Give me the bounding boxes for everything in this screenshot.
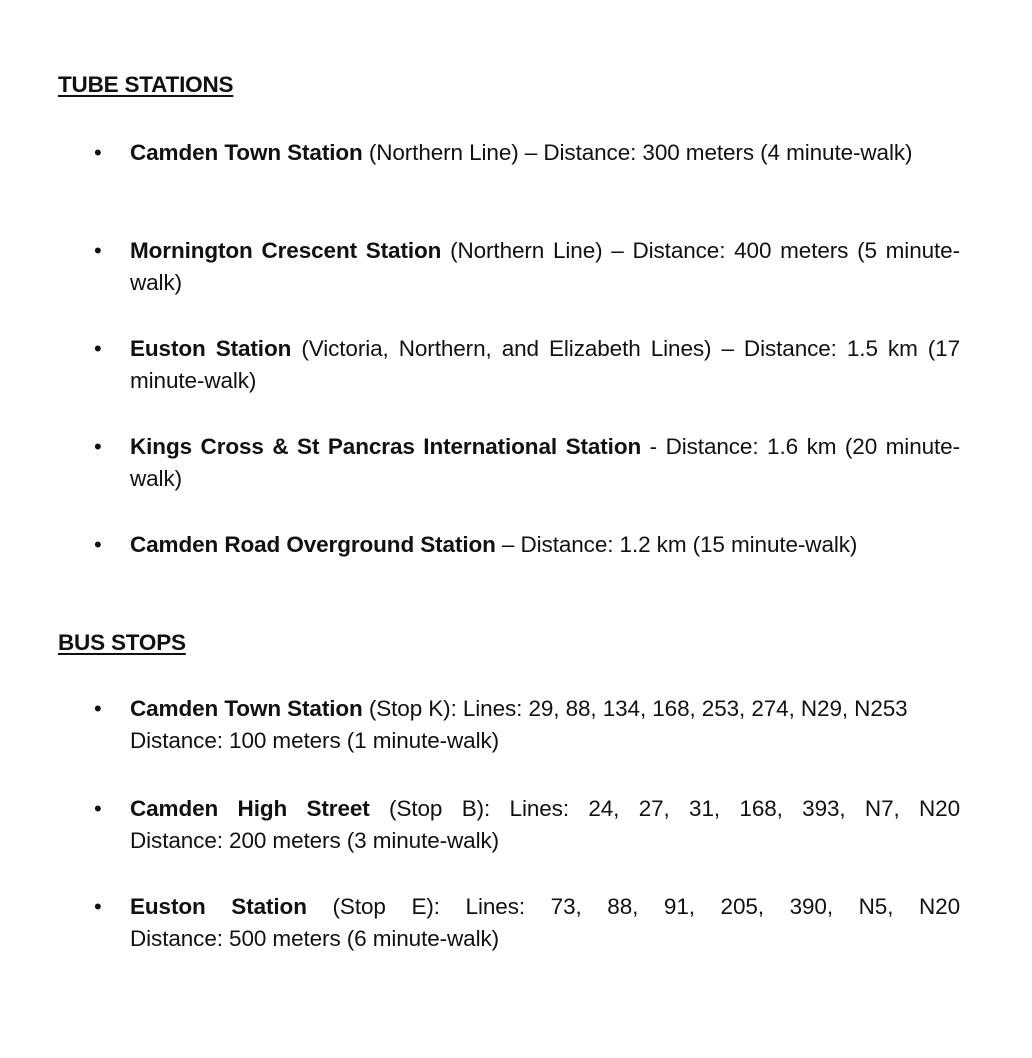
station-name: Kings Cross & St Pancras International Station	[130, 434, 642, 459]
bullet-icon: •	[94, 140, 102, 165]
stop-lines: (Stop E): Lines: 73, 88, 91, 205, 390, N5, N20	[306, 894, 961, 919]
list-item	[58, 693, 960, 757]
bullet-icon: •	[94, 336, 102, 361]
station-name: Camden Road Overground Station	[130, 532, 496, 557]
list-item	[58, 793, 960, 857]
tube-stations-heading: TUBE STATIONS	[58, 72, 234, 97]
station-name: Mornington Crescent Station	[130, 238, 442, 263]
bullet-icon: •	[94, 696, 102, 721]
list-item	[58, 529, 960, 561]
stop-lines: (Stop B): Lines: 24, 27, 31, 168, 393, N7, N20	[369, 796, 960, 821]
list-item	[58, 431, 960, 495]
bullet-icon: •	[94, 796, 102, 821]
station-detail: (Northern Line) – Distance: 300 meters (4 minute-walk)	[362, 140, 913, 165]
list-item	[58, 891, 960, 955]
station-detail: – Distance: 1.2 km (15 minute-walk)	[495, 532, 858, 557]
station-detail: - Distance: 1.6 km (20 minute-walk)	[130, 434, 960, 491]
stop-distance: Distance: 500 meters (6 minute-walk)	[130, 926, 500, 951]
stop-lines: (Stop K): Lines: 29, 88, 134, 168, 253, 274, N29, N253	[362, 696, 908, 721]
bullet-icon: •	[94, 434, 102, 459]
station-name: Euston Station	[130, 336, 292, 361]
list-item	[58, 333, 960, 397]
list-item	[58, 137, 960, 169]
bullet-icon: •	[94, 532, 102, 557]
stop-distance: Distance: 200 meters (3 minute-walk)	[130, 828, 500, 853]
stop-name: Camden High Street	[130, 796, 370, 821]
bus-stops-heading: BUS STOPS	[58, 630, 186, 655]
stop-distance: Distance: 100 meters (1 minute-walk)	[130, 728, 500, 753]
station-detail: (Victoria, Northern, and Elizabeth Lines) – Distance: 1.5 km (17 minute-walk)	[130, 336, 960, 393]
station-detail: (Northern Line) – Distance: 400 meters (5 minute-walk)	[130, 238, 960, 295]
list-item	[58, 235, 960, 299]
station-name: Camden Town Station	[130, 140, 363, 165]
stop-name: Camden Town Station	[130, 696, 363, 721]
bullet-icon: •	[94, 238, 102, 263]
stop-name: Euston Station	[130, 894, 307, 919]
bullet-icon: •	[94, 894, 102, 919]
